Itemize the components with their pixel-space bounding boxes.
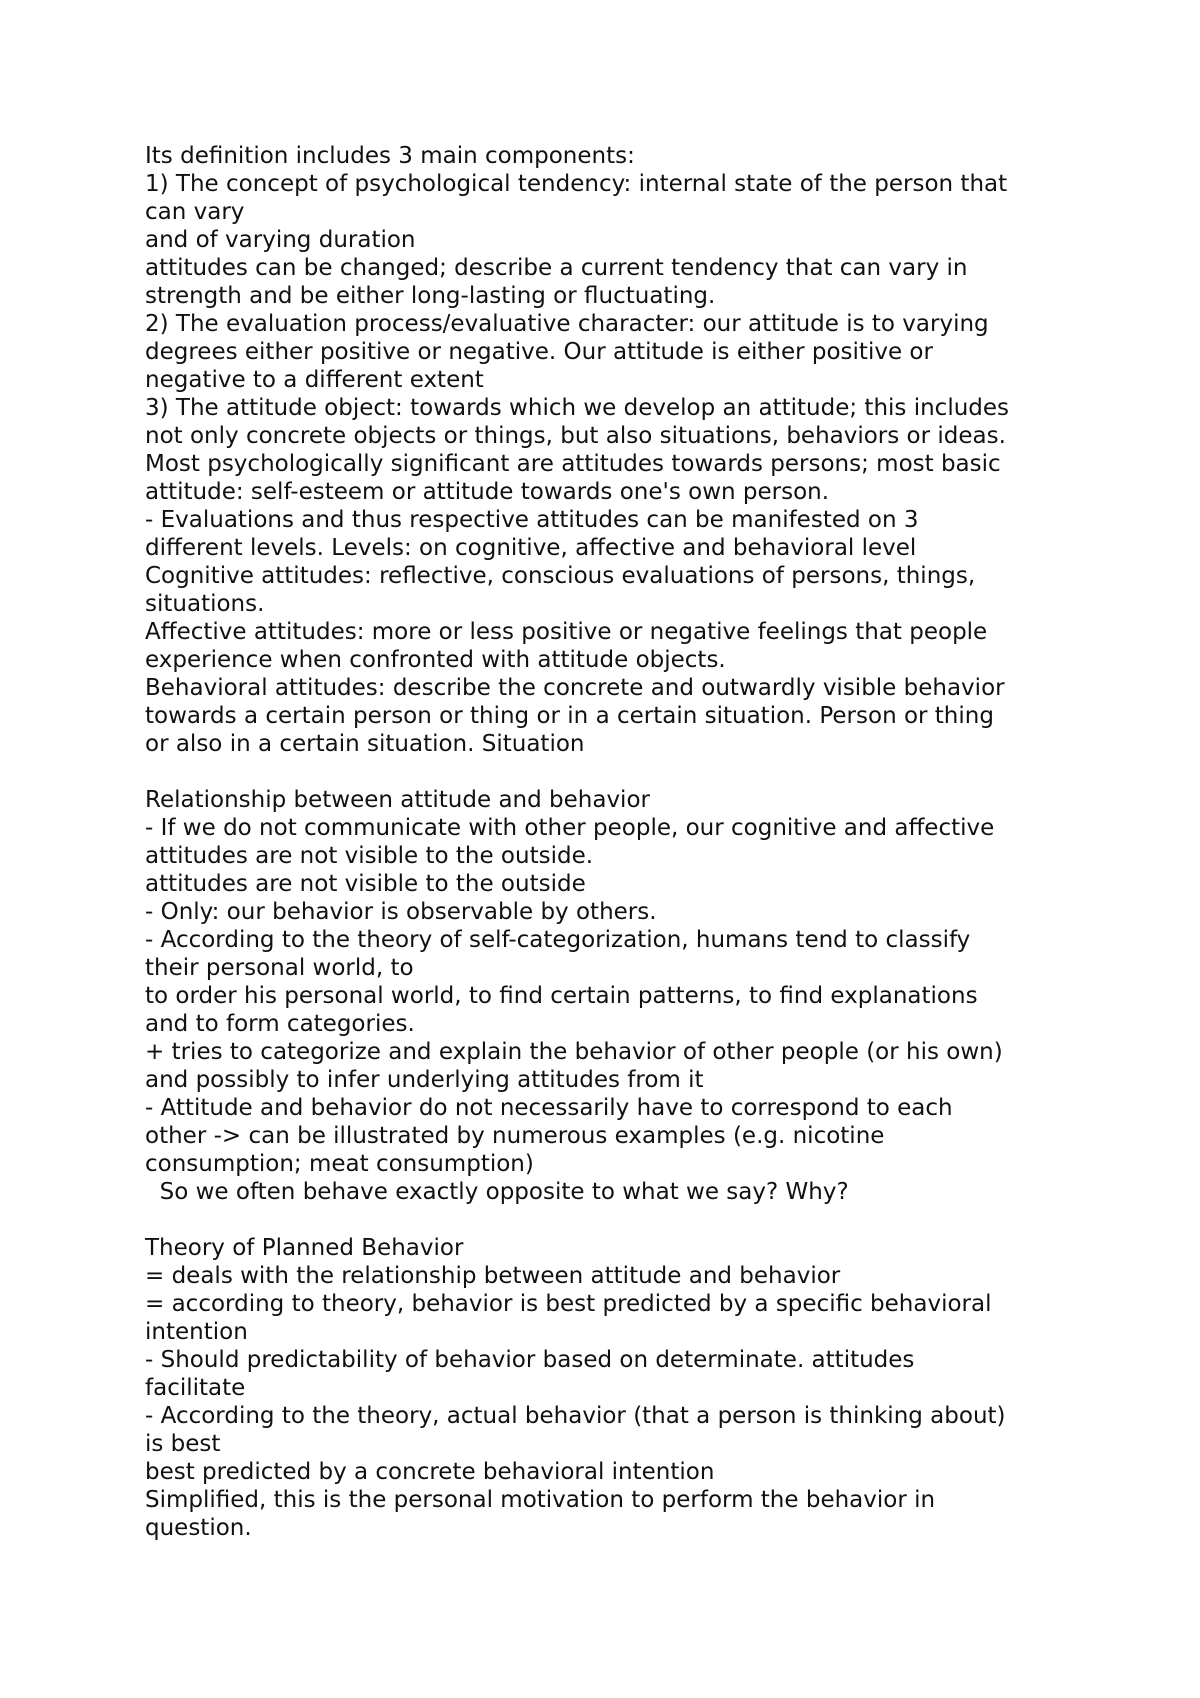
text-line: or also in a certain situation. Situation bbox=[145, 731, 585, 757]
text-line: attitudes can be changed; describe a current tendency that can vary in bbox=[145, 255, 968, 281]
text-line: - If we do not communicate with other people, our cognitive and affective bbox=[145, 815, 995, 841]
text-line: Theory of Planned Behavior bbox=[145, 1235, 464, 1261]
text-line: towards a certain person or thing or in a certain situation. Person or thing bbox=[145, 703, 994, 729]
text-line: degrees either positive or negative. Our attitude is either positive or bbox=[145, 339, 933, 365]
text-line: attitudes are not visible to the outside. bbox=[145, 843, 594, 869]
text-line: attitude: self-esteem or attitude towards one's own person. bbox=[145, 479, 830, 505]
text-line: = deals with the relationship between attitude and behavior bbox=[145, 1263, 841, 1289]
text-line: experience when confronted with attitude objects. bbox=[145, 647, 726, 673]
text-line: and of varying duration bbox=[145, 227, 416, 253]
text-line: - Attitude and behavior do not necessarily have to correspond to each bbox=[145, 1095, 953, 1121]
text-line: best predicted by a concrete behavioral intention bbox=[145, 1459, 715, 1485]
text-line: So we often behave exactly opposite to what we say? Why? bbox=[145, 1179, 849, 1205]
text-line: - Evaluations and thus respective attitudes can be manifested on 3 bbox=[145, 507, 919, 533]
text-line: Affective attitudes: more or less positive or negative feelings that people bbox=[145, 619, 988, 645]
text-line: strength and be either long-lasting or fluctuating. bbox=[145, 283, 716, 309]
text-line: situations. bbox=[145, 591, 265, 617]
text-line: - Only: our behavior is observable by others. bbox=[145, 899, 657, 925]
text-line: Its definition includes 3 main components: bbox=[145, 143, 635, 169]
blank-line bbox=[145, 758, 1075, 786]
text-line: 3) The attitude object: towards which we develop an attitude; this includes bbox=[145, 395, 1010, 421]
text-line: Simplified, this is the personal motivation to perform the behavior in bbox=[145, 1487, 936, 1513]
blank-line bbox=[145, 1206, 1075, 1234]
text-line: can vary bbox=[145, 199, 245, 225]
text-line: other -> can be illustrated by numerous examples (e.g. nicotine bbox=[145, 1123, 885, 1149]
text-line: Cognitive attitudes: reflective, conscious evaluations of persons, things, bbox=[145, 563, 976, 589]
text-line: - Should predictability of behavior based on determinate. attitudes bbox=[145, 1347, 915, 1373]
text-line: to order his personal world, to find certain patterns, to find explanations bbox=[145, 983, 978, 1009]
text-line: consumption; meat consumption) bbox=[145, 1151, 534, 1177]
text-line: + tries to categorize and explain the behavior of other people (or his own) bbox=[145, 1039, 1003, 1065]
text-line: and to form categories. bbox=[145, 1011, 415, 1037]
text-line: = according to theory, behavior is best predicted by a specific behavioral bbox=[145, 1291, 992, 1317]
text-line: Behavioral attitudes: describe the concrete and outwardly visible behavior bbox=[145, 675, 1005, 701]
text-line: 2) The evaluation process/evaluative character: our attitude is to varying bbox=[145, 311, 989, 337]
text-line: Most psychologically significant are attitudes towards persons; most basic bbox=[145, 451, 1001, 477]
text-line: not only concrete objects or things, but also situations, behaviors or ideas. bbox=[145, 423, 1006, 449]
text-line: intention bbox=[145, 1319, 248, 1345]
text-line: facilitate bbox=[145, 1375, 246, 1401]
text-line: attitudes are not visible to the outside bbox=[145, 871, 586, 897]
text-line: Relationship between attitude and behavior bbox=[145, 787, 650, 813]
text-line: is best bbox=[145, 1431, 221, 1457]
text-line: 1) The concept of psychological tendency: internal state of the person that bbox=[145, 171, 1008, 197]
text-line: - According to the theory, actual behavior (that a person is thinking about) bbox=[145, 1403, 1006, 1429]
text-line: their personal world, to bbox=[145, 955, 414, 981]
text-line: question. bbox=[145, 1515, 252, 1541]
document-body bbox=[145, 142, 1075, 1542]
text-line: - According to the theory of self-categorization, humans tend to classify bbox=[145, 927, 971, 953]
text-line: different levels. Levels: on cognitive, affective and behavioral level bbox=[145, 535, 917, 561]
text-line: and possibly to infer underlying attitudes from it bbox=[145, 1067, 704, 1093]
text-line: negative to a different extent bbox=[145, 367, 484, 393]
